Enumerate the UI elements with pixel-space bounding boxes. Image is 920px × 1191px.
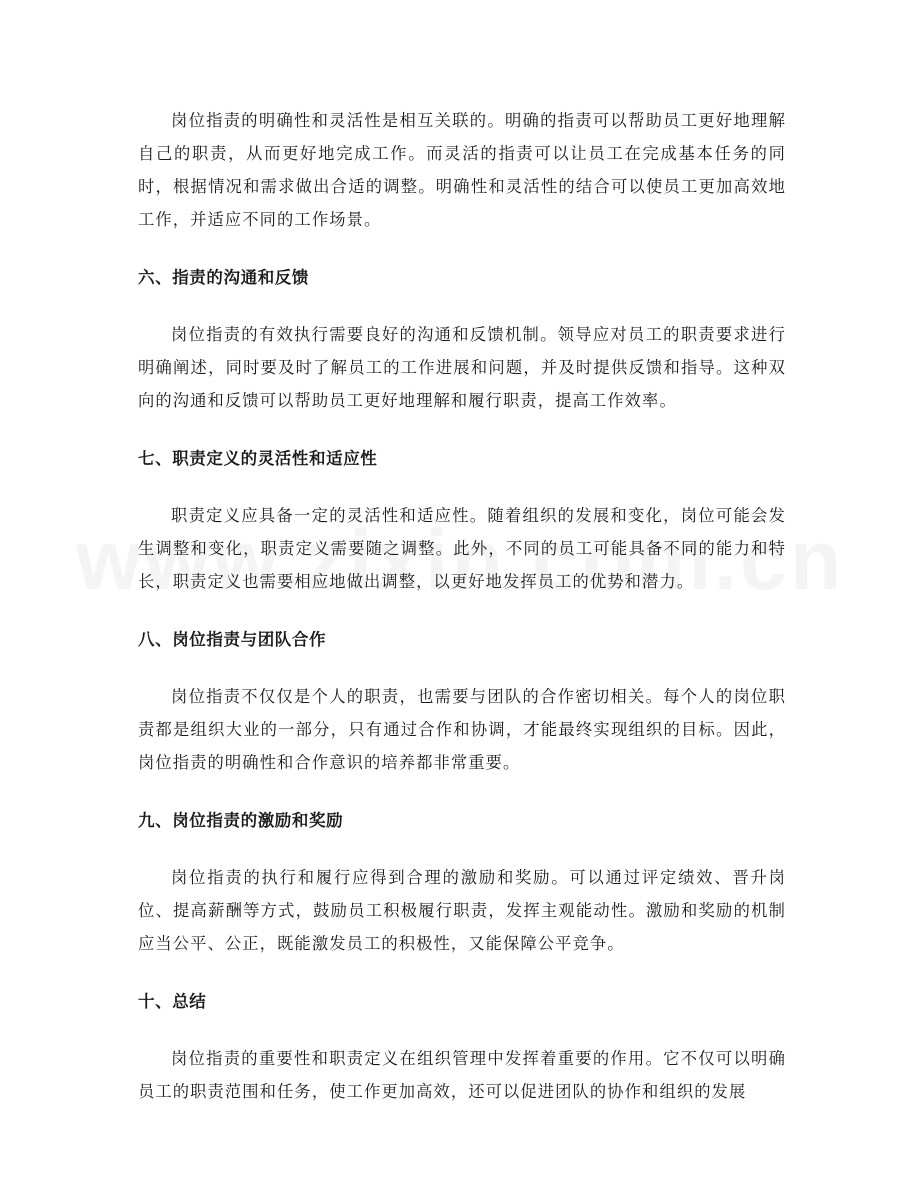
section-heading-7: 七、职责定义的灵活性和适应性: [138, 449, 378, 468]
paragraph-section-7: 职责定义应具备一定的灵活性和适应性。随着组织的发展和变化，岗位可能会发生调整和变化，职责定义需要随之调整。此外，不同的员工可能具备不同的能力和特长，职责定义也需要相应地做出调整，以更好地发挥员工的优势和潜力。: [138, 506, 786, 591]
section-heading-6: 六、指责的沟通和反馈: [138, 268, 309, 287]
paragraph-section-10: 岗位指责的重要性和职责定义在组织管理中发挥着重要的作用。它不仅可以明确员工的职责范围和任务，使工作更加高效，还可以促进团队的协作和组织的发展: [138, 1049, 786, 1101]
paragraph-section-9: 岗位指责的执行和履行应得到合理的激励和奖励。可以通过评定绩效、晋升岗位、提高薪酬等方式，鼓励员工积极履行职责，发挥主观能动性。激励和奖励的机制应当公平、公正，既能激发员工的积极性，又能保障公平竞争。: [138, 868, 786, 953]
paragraph-section-8: 岗位指责不仅仅是个人的职责，也需要与团队的合作密切相关。每个人的岗位职责都是组织大业的一部分，只有通过合作和协调，才能最终实现组织的目标。因此，岗位指责的明确性和合作意识的培养都非常重要。: [138, 687, 786, 772]
document-body: [138, 104, 786, 1108]
section-heading-9: 九、岗位指责的激励和奖励: [138, 811, 344, 830]
section-heading-8: 八、岗位指责与团队合作: [138, 630, 327, 649]
paragraph-intro: 岗位指责的明确性和灵活性是相互关联的。明确的指责可以帮助员工更好地理解自己的职责，从而更好地完成工作。而灵活的指责可以让员工在完成基本任务的同时，根据情况和需求做出合适的调整。明确性和灵活性的结合可以使员工更加高效地工作，并适应不同的工作场景。: [138, 111, 786, 229]
section-heading-10: 十、总结: [138, 992, 207, 1011]
paragraph-section-6: 岗位指责的有效执行需要良好的沟通和反馈机制。领导应对员工的职责要求进行明确阐述，同时要及时了解员工的工作进展和问题，并及时提供反馈和指导。这种双向的沟通和反馈可以帮助员工更好地理解和履行职责，提高工作效率。: [138, 325, 786, 410]
